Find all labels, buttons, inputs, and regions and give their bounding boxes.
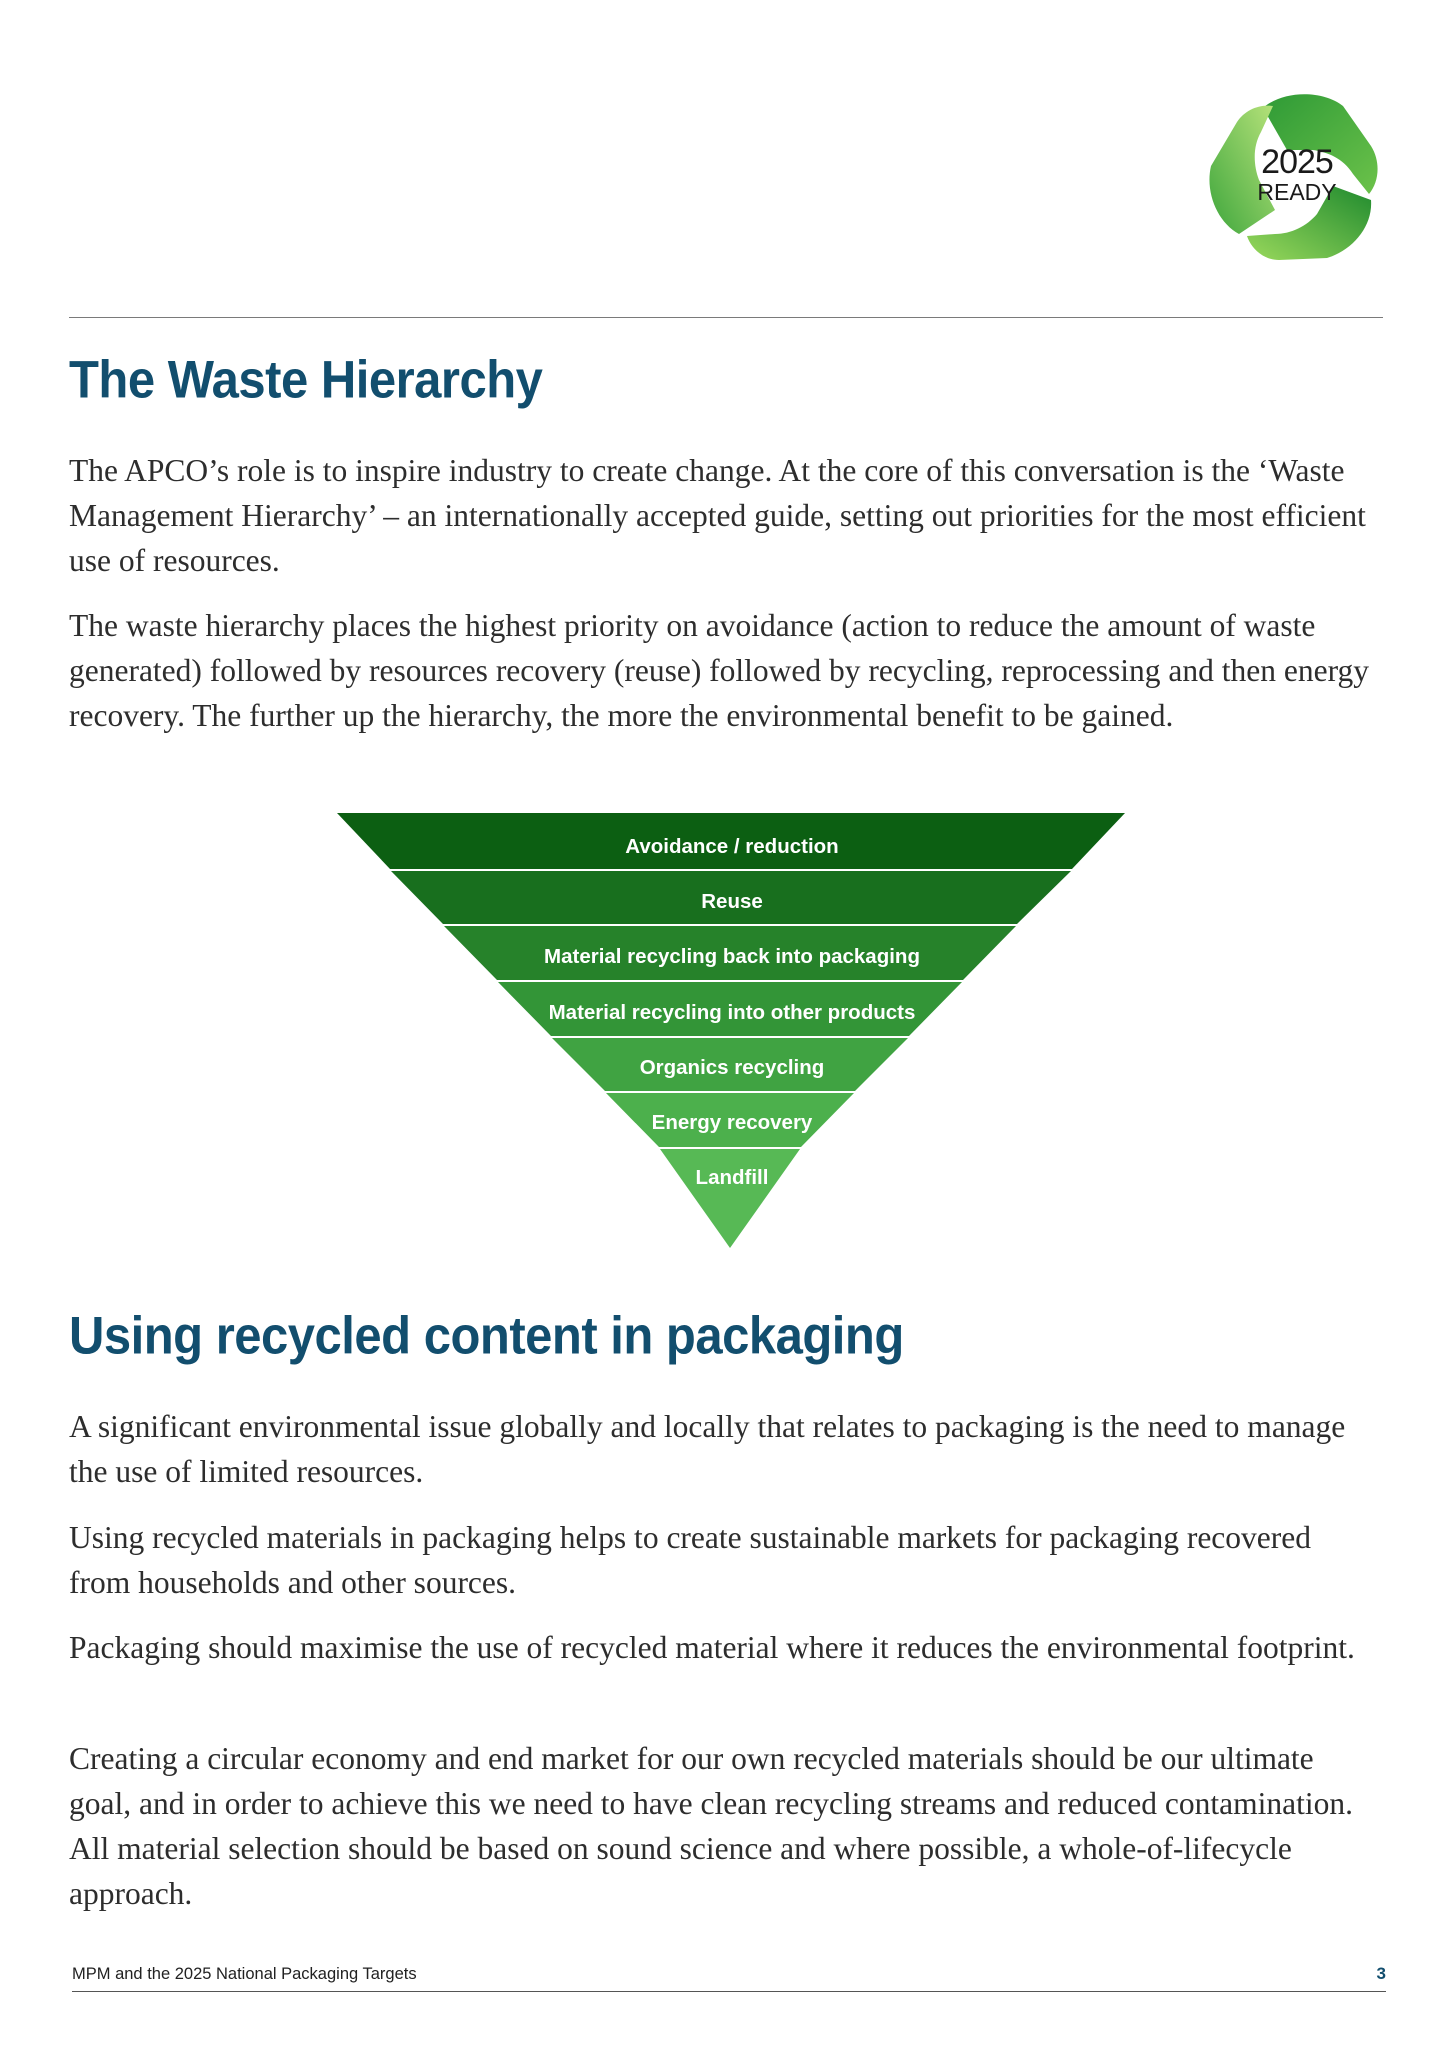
tier-1-label: Avoidance / reduction — [625, 835, 839, 858]
logo-year: 2025 — [1261, 143, 1333, 181]
section-title-recycled-content: Using recycled content in packaging — [69, 1307, 904, 1366]
tier-2-label: Reuse — [701, 890, 763, 913]
footer-divider — [72, 1991, 1386, 1992]
maximise-paragraph: Packaging should maximise the use of recycled material where it reduces the environmental footprint. — [69, 1630, 1355, 1665]
resources-paragraph: A significant environmental issue globally and locally that relates to packaging is the need to manage the use of limited resources. — [69, 1409, 1346, 1489]
tier-6-label: Energy recovery — [651, 1111, 813, 1134]
hierarchy-paragraph: The waste hierarchy places the highest priority on avoidance (action to reduce the amount of waste generated) followed by resources recovery (reuse) followed by recycling, reprocessing and then energy recovery. The further up the hierarchy, the more the environmental benefit to be gained. — [69, 608, 1370, 733]
tier-5-label: Organics recycling — [639, 1056, 825, 1079]
section-title-waste-hierarchy: The Waste Hierarchy — [69, 351, 543, 410]
tier-7-label: Landfill — [695, 1166, 769, 1189]
tier-7-band — [660, 1149, 800, 1248]
footer-title: MPM and the 2025 National Packaging Targets — [72, 1965, 417, 1983]
logo-word: READY — [1257, 179, 1337, 205]
tier-4-label: Material recycling into other products — [548, 1001, 916, 1024]
tier-3-label: Material recycling back into packaging — [544, 945, 920, 968]
markets-paragraph: Using recycled materials in packaging helps to create sustainable markets for packaging recovered from households and other sources. — [69, 1520, 1311, 1600]
circular-economy-paragraph: Creating a circular economy and end market for our own recycled materials should be our ultimate goal, and in order to achieve this we need to have clean recycling streams and reduced contamination. All material selection should be based on sound science and where possible, a whole-of-lifecycle approach. — [69, 1741, 1353, 1911]
intro-paragraph: The APCO’s role is to inspire industry to create change. At the core of this conversation is the ‘Waste Management Hierarchy’ – an internationally accepted guide, setting out priorities for the most efficient use of resources. — [69, 453, 1366, 578]
page-number: 3 — [1376, 1964, 1386, 1983]
